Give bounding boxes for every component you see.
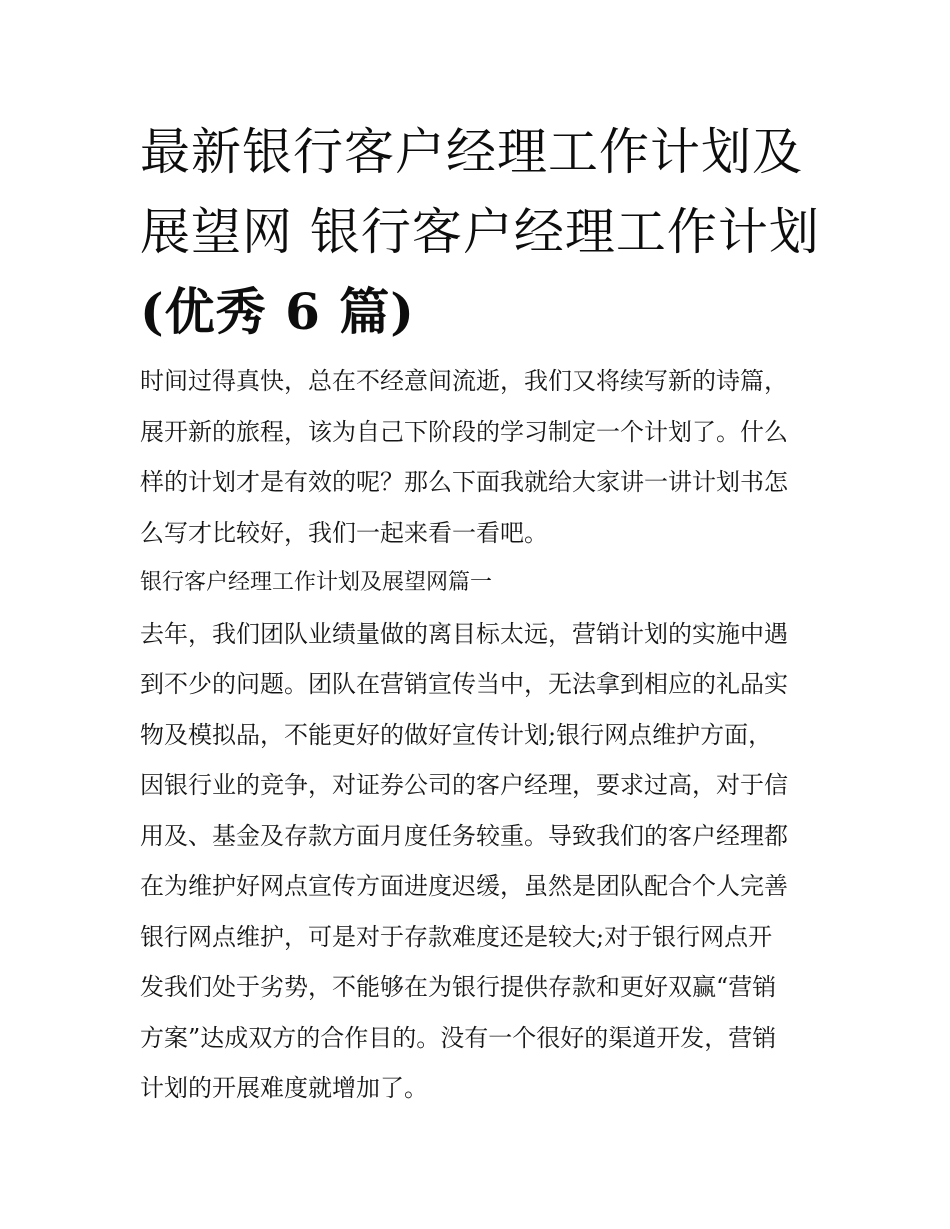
paragraph-line: 因银行业的竞争，对证券公司的客户经理，要求过高，对于信 <box>140 771 788 799</box>
title-line: 展望网 银行客户经理工作计划 <box>140 203 820 261</box>
title-line: 最新银行客户经理工作计划及 <box>140 123 803 181</box>
paragraph-line: 去年，我们团队业绩量做的离目标太远，营销计划的实施中遇 <box>140 619 788 648</box>
paragraph-line: 方案”达成双方的合作目的。没有一个很好的渠道开发，营销 <box>140 1023 777 1052</box>
paragraph-line: 到不少的问题。团队在营销宣传当中，无法拿到相应的礼品实 <box>140 670 788 698</box>
intro-line: 展开新的旅程，该为自己下阶段的学习制定一个计划了。什么 <box>140 417 788 446</box>
paragraph-line: 用及、基金及存款方面月度任务较重。导致我们的客户经理都 <box>140 821 788 850</box>
title-line: (优秀 6 篇) <box>140 282 415 341</box>
intro-line: 时间过得真快，总在不经意间流逝，我们又将续写新的诗篇， <box>140 367 788 395</box>
paragraph-line: 在为维护好网点宣传方面进度迟缓，虽然是团队配合个人完善 <box>140 872 788 900</box>
section-heading: 银行客户经理工作计划及展望网篇一 <box>140 570 493 595</box>
paragraph-line: 发我们处于劣势，不能够在为银行提供存款和更好双赢“营销 <box>140 973 777 1001</box>
paragraph-line: 计划的开展难度就增加了。 <box>140 1074 428 1102</box>
intro-line: 么写才比较好，我们一起来看一看吧。 <box>140 518 548 547</box>
paragraph-line: 物及模拟品，不能更好的做好宣传计划;银行网点维护方面， <box>140 720 773 749</box>
document-body <box>140 356 820 1114</box>
document-title <box>140 112 820 352</box>
intro-line: 样的计划才是有效的呢？那么下面我就给大家讲一讲计划书怎 <box>140 468 788 496</box>
paragraph-line: 银行网点维护，可是对于存款难度还是较大;对于银行网点开 <box>140 922 773 951</box>
